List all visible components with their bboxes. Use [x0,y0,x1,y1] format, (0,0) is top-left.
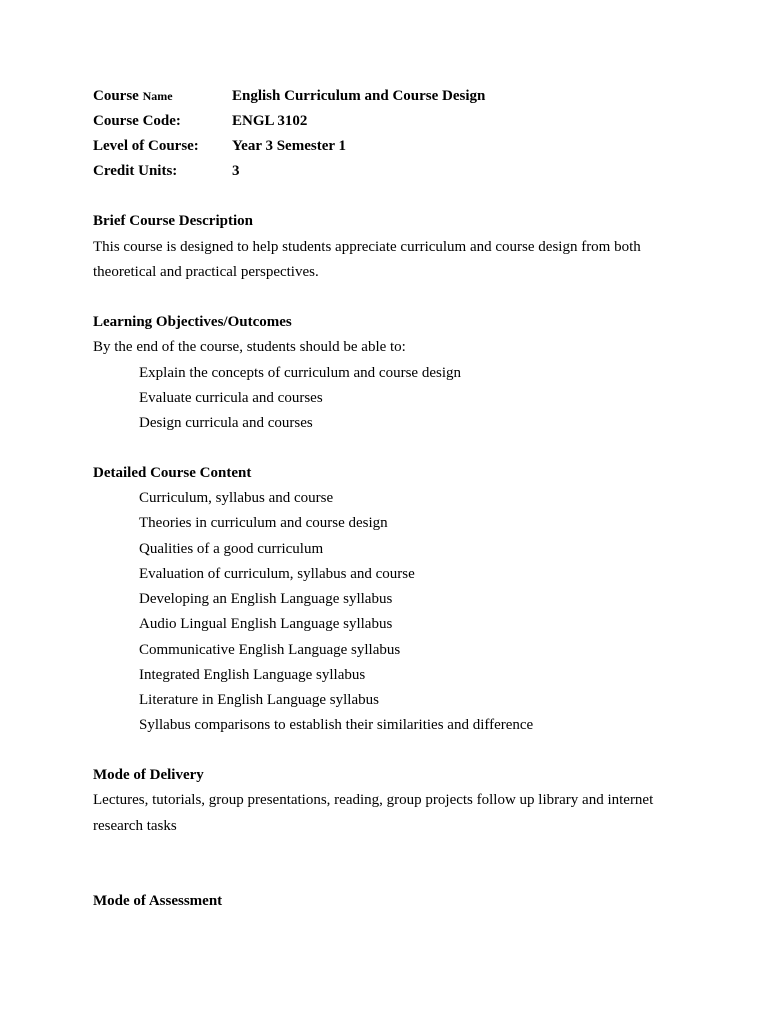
credit-units-label: Credit Units: [93,163,178,179]
objective-item: Explain the concepts of curriculum and course design [139,365,461,381]
course-code-value: ENGL 3102 [232,113,308,129]
delivery-heading: Mode of Delivery [93,767,204,783]
content-item: Developing an English Language syllabus [139,591,393,607]
level-label: Level of Course: [93,138,199,154]
delivery-line: research tasks [93,818,177,834]
objectives-intro: By the end of the course, students should be able to: [93,339,406,355]
delivery-line: Lectures, tutorials, group presentations, reading, group projects follow up library and internet [93,792,654,808]
description-heading: Brief Course Description [93,213,253,229]
content-item: Theories in curriculum and course design [139,515,388,531]
description-line: theoretical and practical perspectives. [93,264,319,280]
credit-units-value: 3 [232,163,240,179]
content-item: Qualities of a good curriculum [139,541,324,557]
level-value: Year 3 Semester 1 [232,138,346,154]
content-item: Communicative English Language syllabus [139,642,401,658]
course-name-label [93,87,173,105]
content-item: Integrated English Language syllabus [139,667,366,683]
content-item: Evaluation of curriculum, syllabus and course [139,566,415,582]
course-name-label-word: Course [93,88,139,104]
content-item: Syllabus comparisons to establish their similarities and difference [139,717,534,733]
content-heading: Detailed Course Content [93,465,252,481]
assessment-heading: Mode of Assessment [93,893,223,909]
course-name-value: English Curriculum and Course Design [232,88,486,104]
content-item: Curriculum, syllabus and course [139,490,334,506]
objective-item: Design curricula and courses [139,415,313,431]
course-name-label-small: Name [142,89,173,103]
content-item: Literature in English Language syllabus [139,692,379,708]
objective-item: Evaluate curricula and courses [139,390,323,406]
description-line: This course is designed to help students appreciate curriculum and course design from both [93,239,641,255]
objectives-heading: Learning Objectives/Outcomes [93,314,292,330]
content-item: Audio Lingual English Language syllabus [139,616,393,632]
course-code-label: Course Code: [93,113,181,129]
